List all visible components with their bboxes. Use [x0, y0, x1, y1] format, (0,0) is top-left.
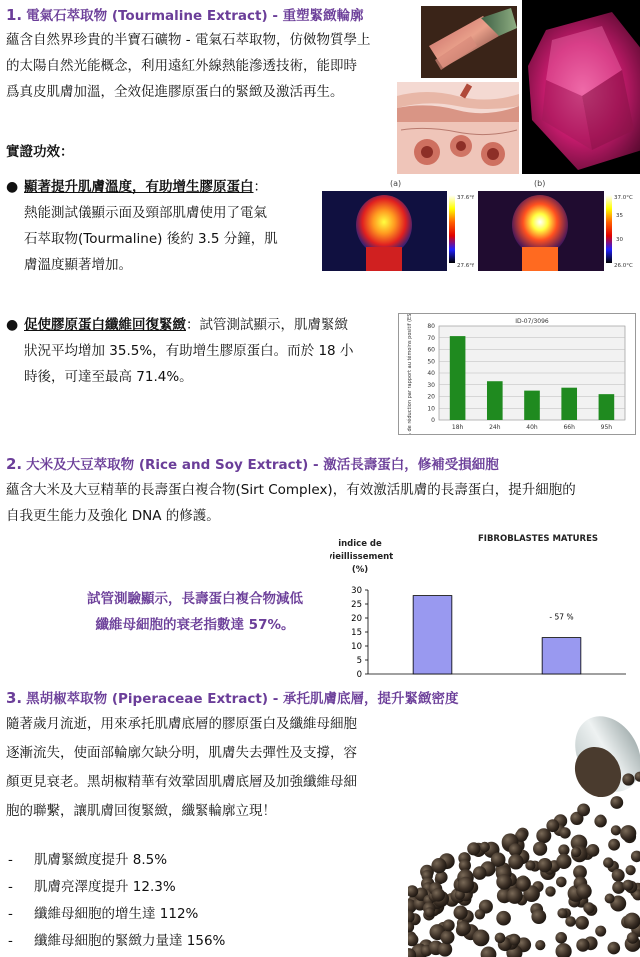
- thermal-scale-b-bottom: 26.0°C: [614, 263, 633, 269]
- section2-body: [6, 477, 640, 529]
- y-tick-label: 15: [351, 628, 362, 638]
- peppercorn: [610, 796, 623, 809]
- list-dash: -: [8, 933, 13, 949]
- peppercorn: [603, 857, 614, 868]
- list-dash: -: [8, 879, 13, 895]
- peppercorn: [473, 930, 490, 947]
- thermal-scale-b-35: 35: [616, 213, 623, 219]
- peppercorn: [576, 939, 589, 952]
- point1-line: 熱能測試儀顯示面及頸部肌膚使用了電氣: [24, 205, 267, 221]
- peppercorn: [611, 825, 621, 835]
- y-tick-label: 50: [427, 358, 435, 366]
- tourmaline-crystal-image: [421, 6, 517, 78]
- list-item: [8, 847, 225, 874]
- peppercorn: [556, 854, 571, 869]
- x-tick-label: 40h: [526, 424, 538, 431]
- peppercorn: [509, 935, 520, 946]
- point1-block: [24, 174, 314, 278]
- list-item-text: 肌膚亮澤度提升 12.3%: [34, 879, 176, 895]
- peppercorn: [557, 908, 567, 918]
- section1-title-text: 電氣石萃取物 (Tourmaline Extract) - 重塑緊緻輪廓: [26, 8, 364, 24]
- y-tick-label: 10: [427, 405, 435, 413]
- section3-line: 逐漸流失，使面部輪廓欠缺分明，肌膚失去彈性及支撐，容: [6, 745, 357, 761]
- thermal-scale-b-top: 37.0°C: [614, 195, 633, 201]
- skin-layers-illustration: [397, 82, 519, 174]
- peppercorn: [624, 913, 640, 930]
- bar: [599, 394, 615, 420]
- y-tick-label: 70: [427, 334, 435, 342]
- y-tick-label: 20: [351, 614, 362, 624]
- section3-number: 3.: [6, 689, 23, 707]
- y-tick-label: 0: [356, 670, 362, 678]
- section3-line: 隨著歲月流逝，用來承托肌膚底層的膠原蛋白及纖維母細胞: [6, 716, 357, 732]
- y-tick-label: 30: [351, 586, 362, 596]
- pink-gemstone-image: [522, 0, 640, 174]
- peppercorn: [454, 906, 468, 920]
- peppercorn: [475, 909, 485, 919]
- y-tick-label: 80: [427, 323, 435, 330]
- peppercorn: [571, 847, 581, 857]
- section3-line: 胞的聯繫，讓肌膚回復緊緻，纖緊輪廓立現！: [6, 803, 276, 819]
- thermal-label-b: (b): [534, 179, 546, 188]
- peppercorn: [605, 894, 615, 904]
- peppercorn: [424, 907, 434, 917]
- point2-heading: 促使膠原蛋白纖維回復緊緻: [24, 317, 186, 333]
- peppercorn: [555, 932, 567, 944]
- peppercorn: [556, 877, 567, 888]
- bullet-point1: ●: [6, 179, 19, 195]
- point2-line: 時後，可達至最高 71.4%。: [24, 369, 193, 385]
- chart1-title: ID-07/3096: [515, 318, 549, 325]
- peppercorn: [480, 842, 490, 852]
- point2-line: 狀況平均增加 35.5%，有助增生膠原蛋白。而於 18 小: [24, 343, 354, 359]
- bar: [561, 388, 577, 420]
- peppercorn: [627, 932, 639, 944]
- section2-line: 自我更生能力及強化 DNA 的修護。: [6, 508, 220, 524]
- peppercorn: [431, 888, 445, 902]
- peppercorn: [559, 827, 570, 838]
- fibroblast-chart: [330, 528, 630, 678]
- peppercorn: [496, 874, 512, 890]
- bullet-point2: ●: [6, 317, 19, 333]
- section2-note-line: 纖維母細胞的衰老指數達 57%。: [95, 617, 295, 633]
- thermal-scale-a-top: 37.6°f: [457, 195, 474, 201]
- peppercorn: [620, 825, 636, 841]
- bar: [413, 596, 452, 674]
- chart1-y-axis-label: % de réduction par rapport au témoins positif (ESA): [407, 314, 413, 434]
- peppercorn: [467, 842, 480, 855]
- chart2-y-axis-label: indice de: [338, 539, 382, 549]
- y-tick-label: 5: [356, 656, 362, 666]
- chart2-title: FIBROBLASTES MATURES: [477, 534, 599, 544]
- section1-intro: [6, 27, 406, 105]
- peppercorn: [594, 815, 606, 827]
- collagen-bar-chart: [399, 314, 635, 434]
- peppercorn: [443, 919, 455, 931]
- peppercorn: [538, 858, 552, 872]
- peppercorn: [595, 926, 606, 937]
- peppercorn: [587, 844, 600, 857]
- peppercorn: [495, 933, 506, 944]
- peppercorn: [438, 942, 452, 956]
- bar: [450, 336, 466, 420]
- thermal-images: [322, 177, 638, 272]
- point1-heading: 顯著提升肌膚溫度，有助增生膠原蛋白: [24, 179, 254, 195]
- section1-intro-line: 的太陽自然光能概念，利用遠紅外線熱能滲透技術，能即時: [6, 58, 357, 74]
- peppercorn: [533, 842, 547, 856]
- proven-effects-heading: 實證功效：: [6, 144, 74, 160]
- peppercorn: [575, 916, 589, 930]
- list-dash: -: [8, 852, 13, 868]
- section1-intro-line: 蘊含自然界珍貴的半寶石礦物 - 電氣石萃取物，仿傚物質學上: [6, 32, 371, 48]
- section3-body: [6, 710, 406, 826]
- peppercorn: [457, 921, 471, 935]
- peppercorn: [535, 940, 545, 950]
- y-tick-label: 40: [427, 370, 435, 377]
- chart2-y-axis-label: vieillissement: [330, 552, 394, 562]
- list-item: [8, 928, 225, 955]
- peppercorn: [623, 880, 634, 891]
- section3-line: 顏更見衰老。黑胡椒精華有效鞏固肌膚底層及加強纖維母細: [6, 774, 357, 790]
- point1-line: 膚溫度顯著增加。: [24, 257, 132, 273]
- bar: [542, 638, 581, 674]
- peppercorn: [508, 854, 523, 869]
- peppercorn: [608, 942, 621, 955]
- x-tick-label: 24h: [489, 424, 501, 431]
- peppercorn: [536, 828, 551, 843]
- section1-number: 1.: [6, 6, 23, 24]
- black-pepper-image: [408, 714, 640, 957]
- list-item: [8, 874, 225, 901]
- point2-line1-rest: 試管測試顯示，肌膚緊緻: [199, 317, 348, 333]
- list-item-text: 纖維母細胞的緊緻力量達 156%: [34, 933, 226, 949]
- list-item: [8, 901, 225, 928]
- list-item-text: 肌膚緊緻度提升 8.5%: [34, 852, 168, 868]
- peppercorn: [431, 858, 446, 873]
- thermal-label-a: (a): [390, 179, 402, 188]
- section2-line: 蘊含大米及大豆精華的長壽蛋白複合物(Sirt Complex)，有效激活肌膚的長壽蛋白，提升細胞的: [6, 482, 576, 498]
- section3-title-text: 黑胡椒萃取物 (Piperaceae Extract) - 承托肌膚底層，提升緊緻密度: [26, 691, 459, 707]
- peppercorn: [583, 902, 594, 913]
- section1-intro-line: 爲真皮肌膚加溫，全效促進膠原蛋白的緊緻及激活再生。: [6, 84, 344, 100]
- peppercorn: [516, 877, 530, 891]
- section3-title: [6, 687, 459, 707]
- section2-note-line: 試管測驗顯示，長壽蛋白複合物減低: [87, 591, 303, 607]
- peppercorn: [626, 865, 636, 875]
- x-tick-label: 18h: [451, 424, 464, 431]
- y-tick-label: 60: [427, 346, 435, 354]
- section3-list: [8, 847, 225, 955]
- section2-title-text: 大米及大豆萃取物 (Rice and Soy Extract) - 激活長壽蛋白，修補受損細胞: [26, 457, 499, 473]
- point1-line: 石萃取物(Tourmaline) 後約 3.5 分鐘，肌: [24, 231, 278, 247]
- y-tick-label: 25: [351, 600, 362, 610]
- peppercorn: [473, 866, 487, 880]
- peppercorn: [612, 869, 625, 882]
- bar: [487, 381, 503, 420]
- list-dash: -: [8, 906, 13, 922]
- section2-number: 2.: [6, 455, 23, 473]
- peppercorn: [608, 839, 620, 851]
- section2-note: [50, 586, 340, 638]
- peppercorn: [458, 877, 474, 893]
- y-tick-label: 30: [427, 381, 435, 389]
- peppercorn: [496, 911, 511, 926]
- y-tick-label: 0: [431, 417, 435, 424]
- y-tick-label: 10: [351, 642, 362, 652]
- peppercorn: [576, 884, 591, 899]
- fibroblast-bar-chart: [330, 528, 630, 678]
- collagen-chart: [398, 313, 636, 435]
- peppercorn: [441, 930, 455, 944]
- peppercorn: [577, 804, 590, 817]
- point1-colon: ：: [253, 179, 267, 195]
- point2-colon: ：: [186, 317, 200, 333]
- chart2-annotation: - 57 %: [549, 612, 574, 622]
- peppercorn: [622, 773, 634, 785]
- peppercorn: [565, 916, 576, 927]
- thermal-scale-b-30: 30: [616, 237, 623, 243]
- chart2-y-axis-label: (%): [351, 565, 369, 575]
- x-tick-label: 95h: [600, 424, 613, 431]
- peppercorn: [531, 909, 546, 924]
- list-item-text: 纖維母細胞的增生達 112%: [34, 906, 199, 922]
- section2-title: [6, 453, 499, 473]
- point2-block: [24, 312, 390, 390]
- y-tick-label: 20: [427, 393, 435, 401]
- thermal-scale-a-bottom: 27.6°f: [457, 263, 474, 269]
- section1-title: [6, 4, 364, 24]
- peppercorn: [545, 886, 555, 896]
- x-tick-label: 66h: [563, 424, 575, 431]
- bar: [524, 391, 540, 420]
